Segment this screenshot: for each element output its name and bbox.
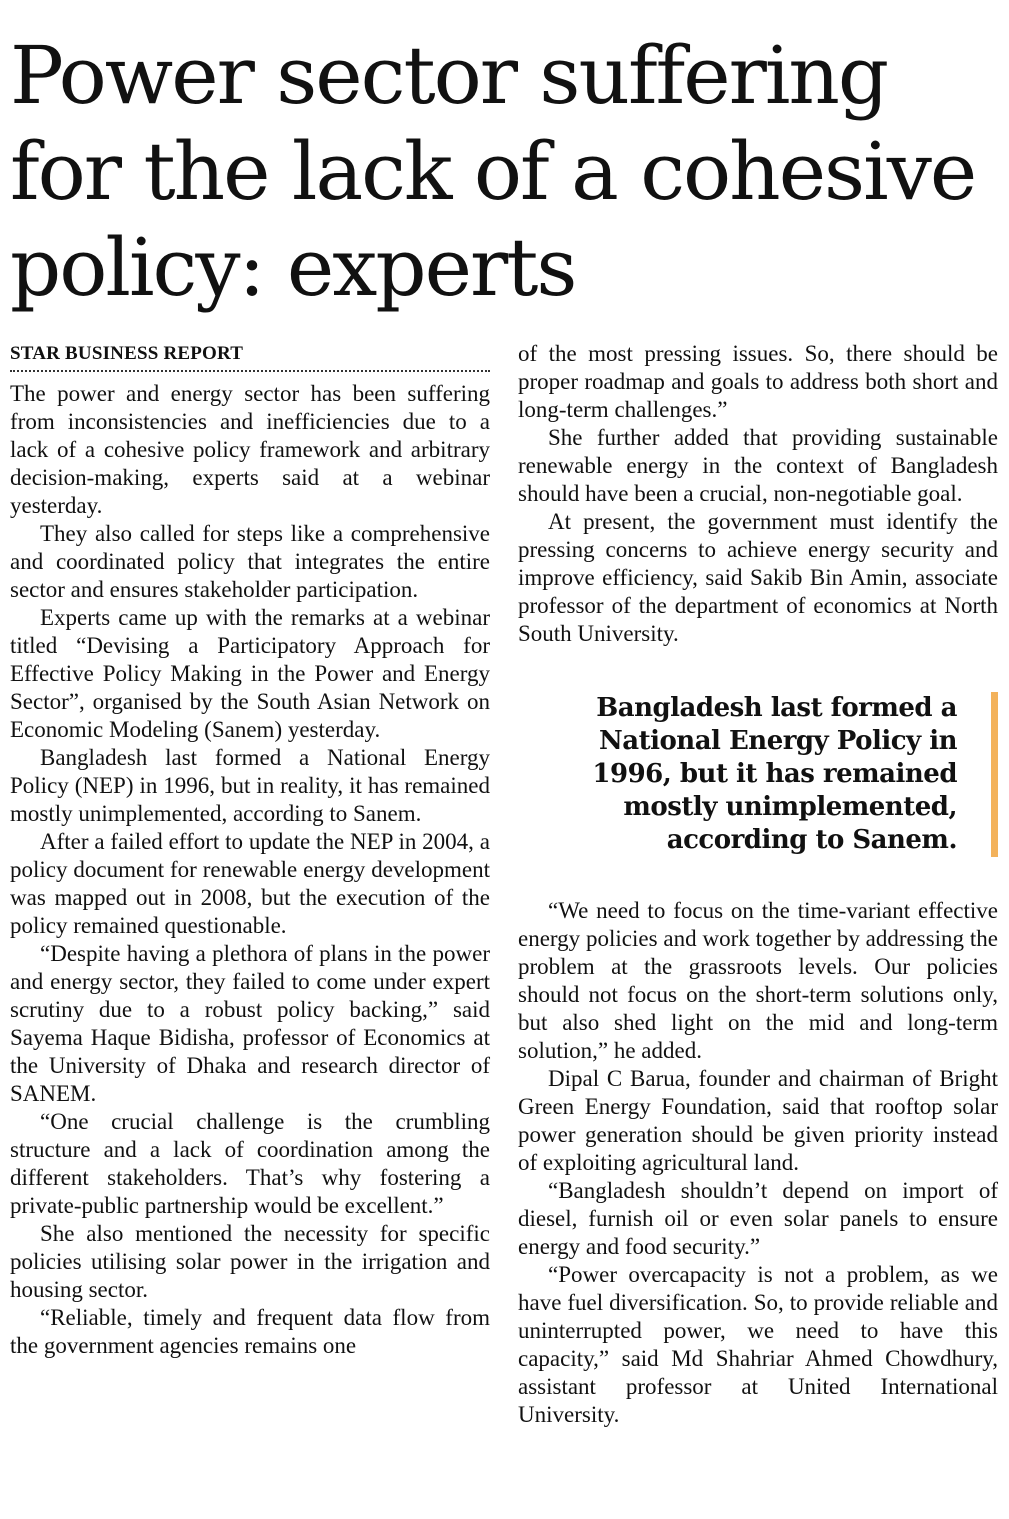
right-column: [518, 340, 998, 1429]
body-paragraph: “We need to focus on the time-variant effective energy policies and work together by addressing the problem at the grassroots levels. Our policies should not focus on the short-term solutions only, but also shed light on the mid and long-term solution,” he added.: [518, 898, 998, 1063]
body-paragraph: “One crucial challenge is the crumbling structure and a lack of coordination among the different stakeholders. That’s why fostering a private-public partnership would be excellent.”: [10, 1109, 490, 1218]
pull-quote-line: according to Sanem.: [666, 825, 957, 855]
body-paragraph: At present, the government must identify the pressing concerns to achieve energy security and improve efficiency, said Sakib Bin Amin, associate professor of the department of economics at North South University.: [518, 509, 998, 646]
body-paragraph: Bangladesh last formed a National Energy Policy (NEP) in 1996, but in reality, it has remained mostly unimplemented, according to Sanem.: [10, 745, 490, 826]
body-paragraph: Experts came up with the remarks at a webinar titled “Devising a Participatory Approach for Effective Policy Making in the Power and Energy Sector”, organised by the South Asian Network on Economic Modeling (Sanem) yesterday.: [10, 605, 490, 742]
body-paragraph: of the most pressing issues. So, there should be proper roadmap and goals to address both short and long-term challenges.”: [518, 341, 998, 422]
pull-quote-line: 1996, but it has remained: [592, 759, 957, 789]
body-paragraph: She further added that providing sustainable renewable energy in the context of Bangladesh should have been a crucial, non-negotiable goal.: [518, 425, 998, 506]
headline: Power sector suffering for the lack of a cohesive policy: experts: [10, 29, 976, 314]
body-paragraph: The power and energy sector has been suffering from inconsistencies and inefficiencies due to a lack of a cohesive policy framework and arbitrary decision-making, experts said at a webinar yesterday.: [10, 381, 490, 518]
byline: STAR BUSINESS REPORT: [10, 340, 490, 372]
body-paragraph: She also mentioned the necessity for specific policies utilising solar power in the irrigation and housing sector.: [10, 1221, 490, 1302]
pull-quote-line: Bangladesh last formed a: [596, 693, 957, 723]
body-paragraph: “Power overcapacity is not a problem, as we have fuel diversification. So, to provide reliable and uninterrupted power, we need to have this capacity,” said Md Shahriar Ahmed Chowdhury, assistant professor at United International University.: [518, 1262, 998, 1427]
body-paragraph: They also called for steps like a comprehensive and coordinated policy that integrates the entire sector and ensures stakeholder participation.: [10, 521, 490, 602]
left-column: [10, 340, 490, 1360]
body-paragraph: “Bangladesh shouldn’t depend on import of diesel, furnish oil or even solar panels to ensure energy and food security.”: [518, 1178, 998, 1259]
body-paragraph: After a failed effort to update the NEP in 2004, a policy document for renewable energy development was mapped out in 2008, but the execution of the policy remained questionable.: [10, 829, 490, 938]
pull-quote-line: National Energy Policy in: [598, 726, 957, 756]
pull-quote-line: mostly unimplemented,: [623, 792, 957, 822]
body-paragraph: Dipal C Barua, founder and chairman of Bright Green Energy Foundation, said that rooftop solar power generation should be given priority instead of exploiting agricultural land.: [518, 1066, 998, 1175]
body-paragraph: “Despite having a plethora of plans in the power and energy sector, they failed to come under expert scrutiny due to a robust policy backing,” said Sayema Haque Bidisha, professor of Economics at the University of Dhaka and research director of SANEM.: [10, 941, 490, 1106]
pull-quote: [518, 692, 998, 857]
body-paragraph: “Reliable, timely and frequent data flow from the government agencies remains one: [10, 1305, 490, 1358]
